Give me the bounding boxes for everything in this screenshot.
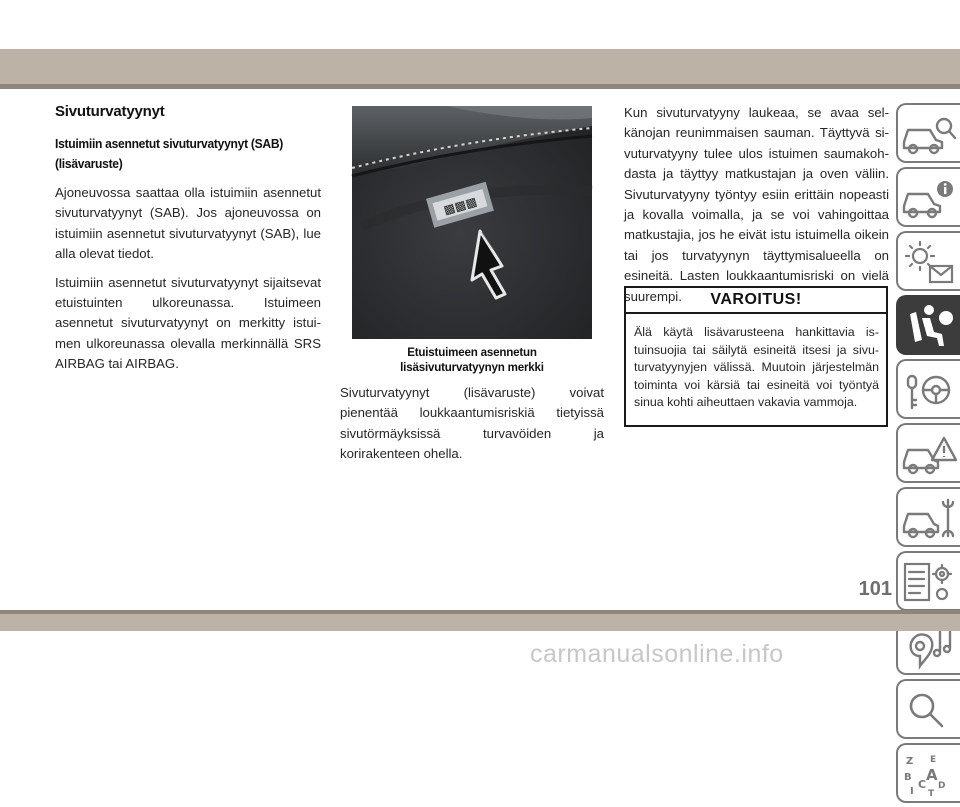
chapter-tabs	[896, 103, 960, 807]
warning-box	[624, 286, 888, 427]
tab-customer-assistance[interactable]	[896, 679, 960, 739]
paragraph: Ajoneuvossa saattaa olla istuimiin asennetut sivuturvatyynyt (SAB). Jos ajoneuvossa on istuimiin asennetut sivuturvatyynyt (SAB), lue alla olevat tiedot.	[55, 185, 321, 262]
index-letter: A	[926, 766, 938, 784]
car-hazard-icon	[900, 428, 958, 482]
watermark: carmanualsonline.info	[530, 640, 784, 668]
tab-specifications[interactable]	[896, 551, 960, 611]
tab-servicing[interactable]	[896, 487, 960, 547]
tab-index[interactable]	[896, 743, 960, 803]
right-column	[624, 103, 889, 307]
paragraph: Kun sivuturvatyyny laukeaa, se avaa selkänojan reunimmaisen sauman. Täyttyvä sivuturvatyyny tulee ulos istuimen saumakohdasta ja täyttyy matkustajan ja oven väliin. Sivuturvatyyny työntyy esiin erittäin nopeasti ja kovalla voimalla, ja se voi vahingoittaa matkustajia, jos he eivät istu istuimella oikein tai jos turvatyynyn täyttymisalueella on esineitä. Lasten loukkaantumisriski on vielä suurempi.	[624, 105, 889, 304]
header-band-line	[0, 84, 960, 89]
left-column	[55, 103, 321, 383]
car-magnifier-icon	[900, 108, 958, 162]
section-heading: Sivuturvatyynyt	[55, 103, 165, 120]
page-number: 101	[858, 578, 892, 600]
header-band	[0, 49, 960, 84]
figure-caption-line: lisäsivuturvatyynyn merkki	[400, 361, 544, 374]
tab-car-inspection[interactable]	[896, 103, 960, 163]
car-info-icon	[900, 172, 958, 226]
tab-emergency[interactable]	[896, 423, 960, 483]
tab-warning-lights[interactable]	[896, 231, 960, 291]
warning-text: Älä käytä lisävarusteena hankittavia istuinsuojia tai säilytä esineitä itsesi ja sivuturvatyynyjen välissä. Muutoin järjestelmän toiminta voi kärsiä tai esineitä voi työntyä sinua kohti aiheuttaen vakavia vammoja.	[634, 325, 879, 410]
search-icon	[900, 684, 958, 738]
figure-caption-line: Etuistuimeen asennetun	[407, 346, 537, 359]
index-letter: I	[910, 786, 914, 797]
paragraph: Istuimiin asennetut sivuturvatyynyt sijaitsevat etuistuinten ulkoreunassa. Istuimeen asennetut sivuturvatyynyt on merkitty istuimen ulkoreunassa olevalla merkinnällä SRS AIRBAG tai AIRBAG.	[55, 274, 321, 372]
warning-lights-icon	[900, 236, 958, 290]
key-steering-wheel-icon	[900, 364, 958, 418]
paragraph: Sivuturvatyynyt (lisävaruste) voivat pienentää loukkaantumisriskiä tietyissä sivutörmäyksissä turvavöiden ja korirakenteen ohella.	[340, 385, 604, 462]
subsection-heading: Istuimiin asennetut sivuturvatyynyt (SAB) (lisävaruste)	[55, 137, 284, 171]
index-letter: C	[918, 778, 927, 791]
seat-airbag-label-photo	[352, 106, 592, 339]
checklist-gears-icon	[900, 556, 958, 610]
car-wrench-icon	[900, 492, 958, 546]
index-letter: T	[928, 789, 935, 799]
tab-car-info[interactable]	[896, 167, 960, 227]
footer-band	[0, 614, 960, 631]
svg-text:▩▩▩: ▩▩▩	[441, 194, 479, 218]
middle-column	[340, 383, 604, 465]
tab-safety[interactable]	[896, 295, 960, 355]
warning-title: VAROITUS!	[626, 288, 886, 314]
index-letter: D	[938, 781, 946, 791]
seated-person-airbag-icon	[900, 300, 958, 354]
tab-starting-driving[interactable]	[896, 359, 960, 419]
alphabet-index-icon	[900, 748, 958, 802]
figure-caption	[352, 345, 592, 375]
index-letter: B	[904, 772, 912, 783]
index-letter: Z	[906, 756, 914, 767]
index-letter: E	[930, 755, 937, 765]
